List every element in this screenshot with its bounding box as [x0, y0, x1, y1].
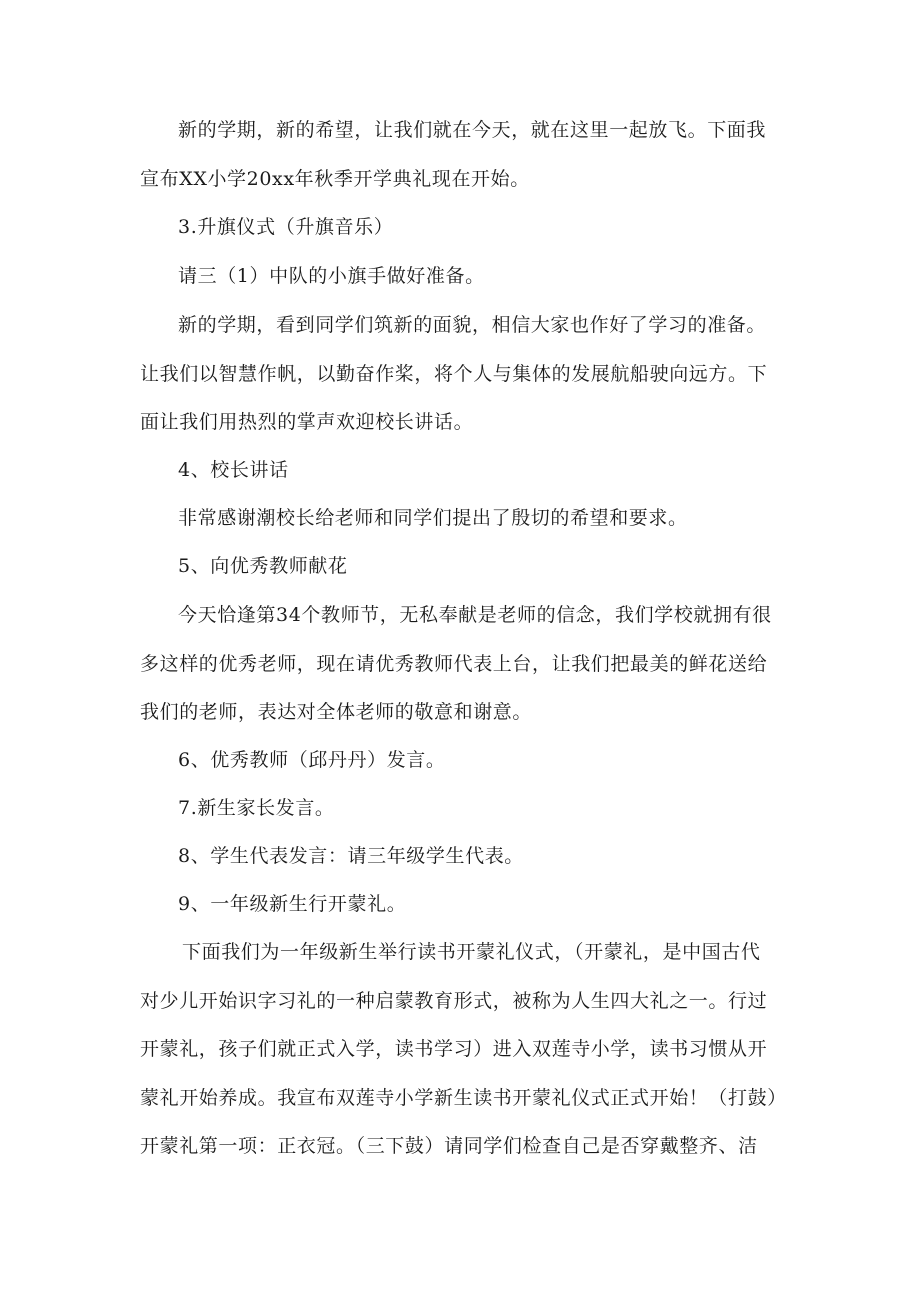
paragraph-opening [140, 106, 790, 203]
text-line: 新的学期，看到同学们筑新的面貌，相信大家也作好了学习的准备。 [178, 314, 767, 336]
text-line: 新的学期，新的希望，让我们就在今天，就在这里一起放飞。下面我 [178, 119, 767, 141]
text-line: 下面我们为一年级新生举行读书开蒙礼仪式，（开蒙礼，是中国古代 [182, 941, 761, 963]
heading-teacher-speech [140, 736, 790, 785]
paragraph-new-term [140, 301, 790, 447]
text-line: 让我们以智慧作帆，以勤奋作桨，将个人与集体的发展航船驶向远方。下 [140, 362, 768, 385]
heading-parent-speech [140, 784, 790, 833]
text-line: 6、优秀教师（邱丹丹）发言。 [178, 749, 446, 771]
paragraph-enlightenment-ceremony [140, 928, 790, 1171]
text-line: 8、学生代表发言：请三年级学生代表。 [178, 845, 524, 867]
text-line: 蒙礼开始养成。我宣布双莲寺小学新生读书开蒙礼仪式正式开始！（打鼓） [140, 1086, 787, 1109]
text-line: 非常感谢潮校长给老师和同学们提出了殷切的希望和要求。 [178, 507, 688, 529]
text-line: 开蒙礼，孩子们就正式入学，读书学习）进入双莲寺小学，读书习惯从开 [140, 1038, 768, 1060]
text-line: 5、向优秀教师献花 [178, 555, 348, 577]
text-line: 我们的老师，表达对全体老师的敬意和谢意。 [140, 701, 533, 723]
heading-enlightenment [140, 880, 790, 929]
paragraph-thanks [140, 494, 790, 543]
paragraph-teachers-day [140, 591, 790, 737]
text-line: 9、一年级新生行开蒙礼。 [178, 893, 407, 915]
heading-student-speech [140, 832, 790, 881]
text-line: 对少儿开始识字习礼的一种启蒙教育形式，被称为人生四大礼之一。行过 [140, 989, 768, 1012]
paragraph-flag-bearer [140, 252, 790, 301]
text-line: 4、校长讲话 [178, 459, 289, 481]
text-line: 开蒙礼第一项：正衣冠。（三下鼓）请同学们检查自己是否穿戴整齐、洁 [140, 1135, 758, 1157]
heading-flag-raising [140, 203, 790, 252]
text-line: 宣布XX小学20xx年秋季开学典礼现在开始。 [140, 167, 530, 190]
text-line: 3.升旗仪式（升旗音乐） [178, 216, 394, 238]
text-line: 7.新生家长发言。 [178, 797, 335, 819]
heading-principal-speech [140, 446, 790, 495]
text-line: 今天恰逢第34个教师节，无私奉献是老师的信念，我们学校就拥有很 [178, 604, 772, 626]
text-line: 多这样的优秀老师，现在请优秀教师代表上台，让我们把最美的鲜花送给 [140, 652, 768, 675]
heading-flowers [140, 542, 790, 591]
text-line: 请三（1）中队的小旗手做好准备。 [178, 265, 485, 287]
text-line: 面让我们用热烈的掌声欢迎校长讲话。 [140, 411, 474, 433]
